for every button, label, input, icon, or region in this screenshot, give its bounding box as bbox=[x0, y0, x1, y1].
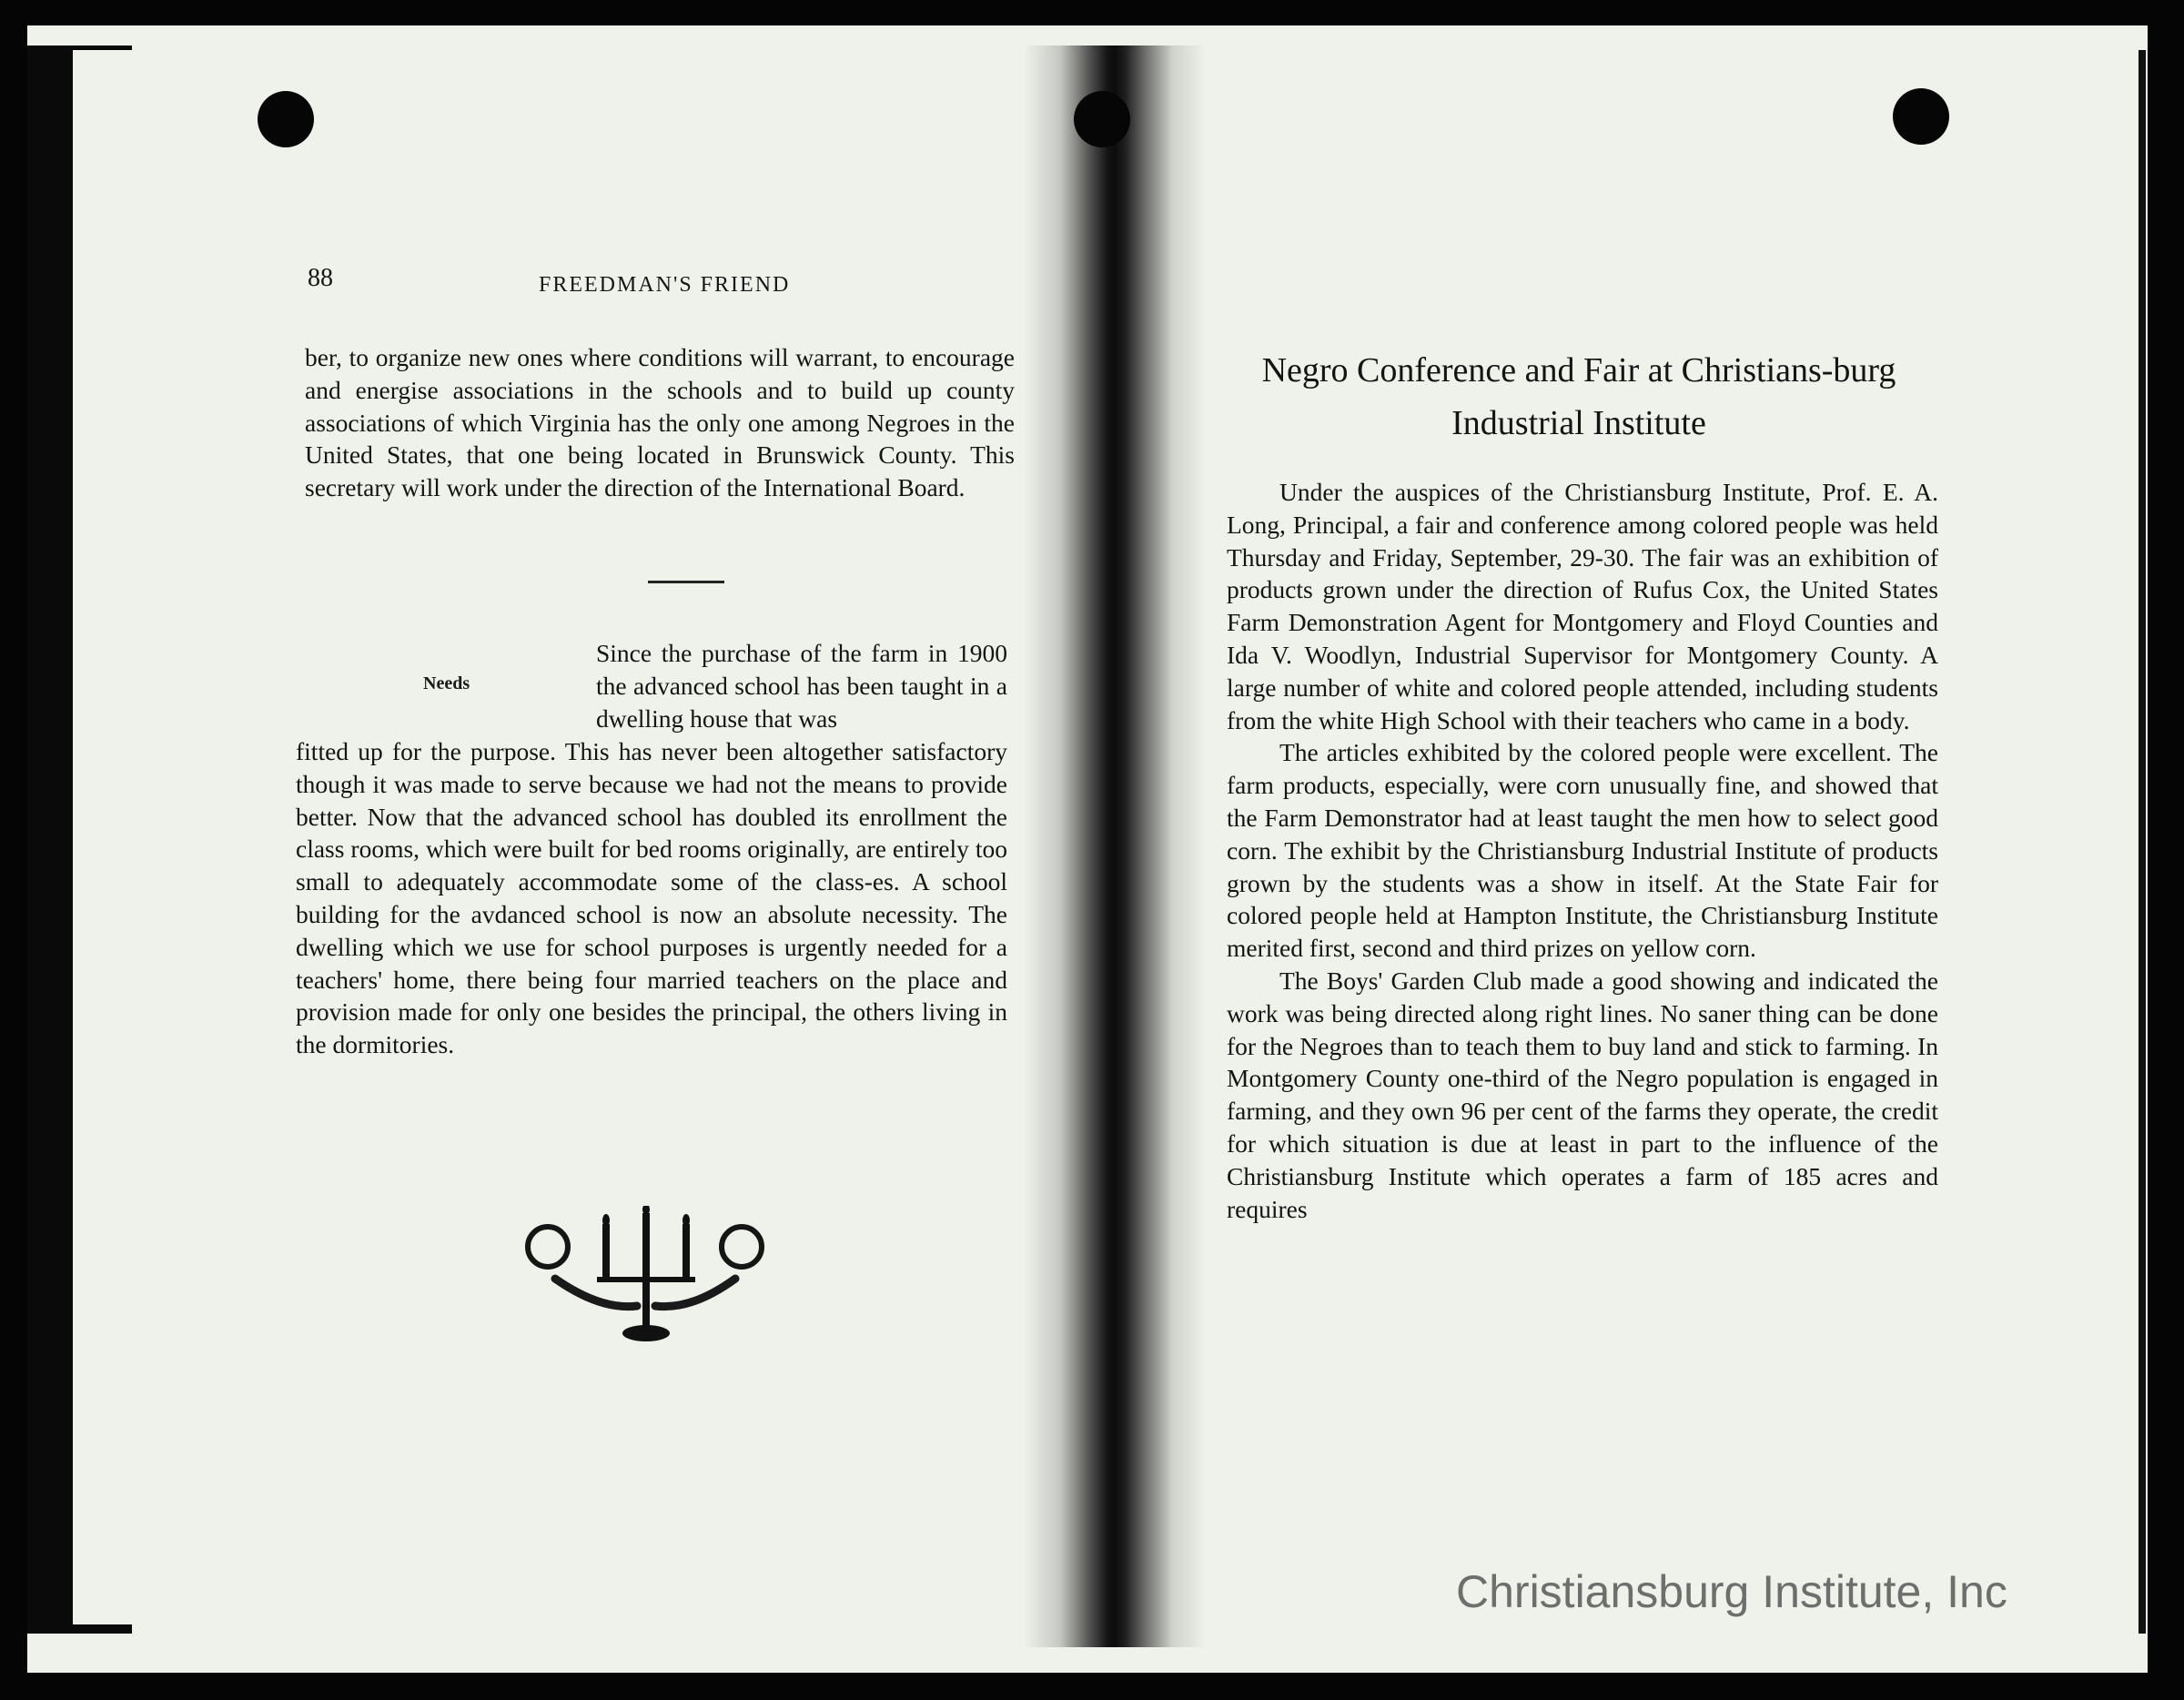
running-title: FREEDMAN'S FRIEND bbox=[539, 273, 791, 297]
section-divider bbox=[648, 581, 724, 583]
punch-hole-right bbox=[1893, 88, 1949, 145]
left-body-paragraph: fitted up for the purpose. This has never been altogether satisfactory though it was made to serve because we had not the means to provide better. Now that the advanced school has doubled its enrollment the class rooms, which were built for bed rooms originally, are entirely too small to adequately accommodate some of the class-es. A school building for the avdanced school is now an absolute necessity. The dwelling which we use for school purposes is urgently needed for a teachers' home, there being four married teachers on the place and provision made for only one besides the principal, the others living in the dormitories. bbox=[296, 737, 1007, 1059]
running-head bbox=[308, 264, 817, 300]
candelabra-with-wreaths-icon bbox=[519, 1206, 774, 1351]
left-indented-lines: Since the purchase of the farm in 1900 the advanced school has been taught in a dwelling house that was bbox=[596, 639, 1007, 733]
punch-hole-left bbox=[258, 91, 314, 147]
page-number: 88 bbox=[308, 264, 333, 292]
paragraph-fair-conference: Under the auspices of the Christiansburg Institute, Prof. E. A. Long, Principal, a fair and conference among colored people was held Thursday and Friday, September, 29-30. The fair was an exhibition of products grown under the direction of Rufus Cox, the United States Farm Demonstration Agent for Montgomery and Floyd Counties and Ida V. Woodlyn, Industrial Supervisor for Montgomery County. A large number of white and colored people attended, including students from the white High School with their teachers who came in a body. bbox=[1227, 478, 1938, 734]
book-gutter-shadow bbox=[1024, 46, 1206, 1647]
watermark: Christiansburg Institute, Inc bbox=[1456, 1566, 2007, 1617]
paragraph-articles-exhibited: The articles exhibited by the colored people were excellent. The farm products, especially, were corn unusually fine, and showed that the Farm Demonstrator had at least taught the men how to select good corn. The exhibit by the Christiansburg Industrial Institute of products grown by the students was a show in itself. At the State Fair for colored people held at Hampton Institute, the Christiansburg Institute merited first, second and third prizes on yellow corn. bbox=[1227, 738, 1938, 963]
left-continued-paragraph: ber, to organize new ones where conditions will warrant, to encourage and energise associations in the schools and to build up county associations of which Virginia has the only one among Negroes in the United States, that one being located in Brunswick County. This secretary will work under the direction of the International Board. bbox=[305, 343, 1015, 502]
punch-hole-center bbox=[1074, 91, 1130, 147]
right-body bbox=[1227, 476, 1938, 1225]
article-heading: Negro Conference and Fair at Christians-burg Industrial Institute bbox=[1261, 351, 1896, 442]
margin-note-needs: Needs bbox=[423, 673, 470, 693]
paragraph-garden-club: The Boys' Garden Club made a good showing and indicated the work was being directed along right lines. No saner thing can be done for the Negroes than to teach them to buy land and stick to farming. In Montgomery County one-third of the Negro population is engaged in farming, and they own 96 per cent of the farms they operate, the credit for which situation is due at least in part to the influence of the Christiansburg Institute which operates a farm of 185 acres and requires bbox=[1227, 966, 1938, 1223]
